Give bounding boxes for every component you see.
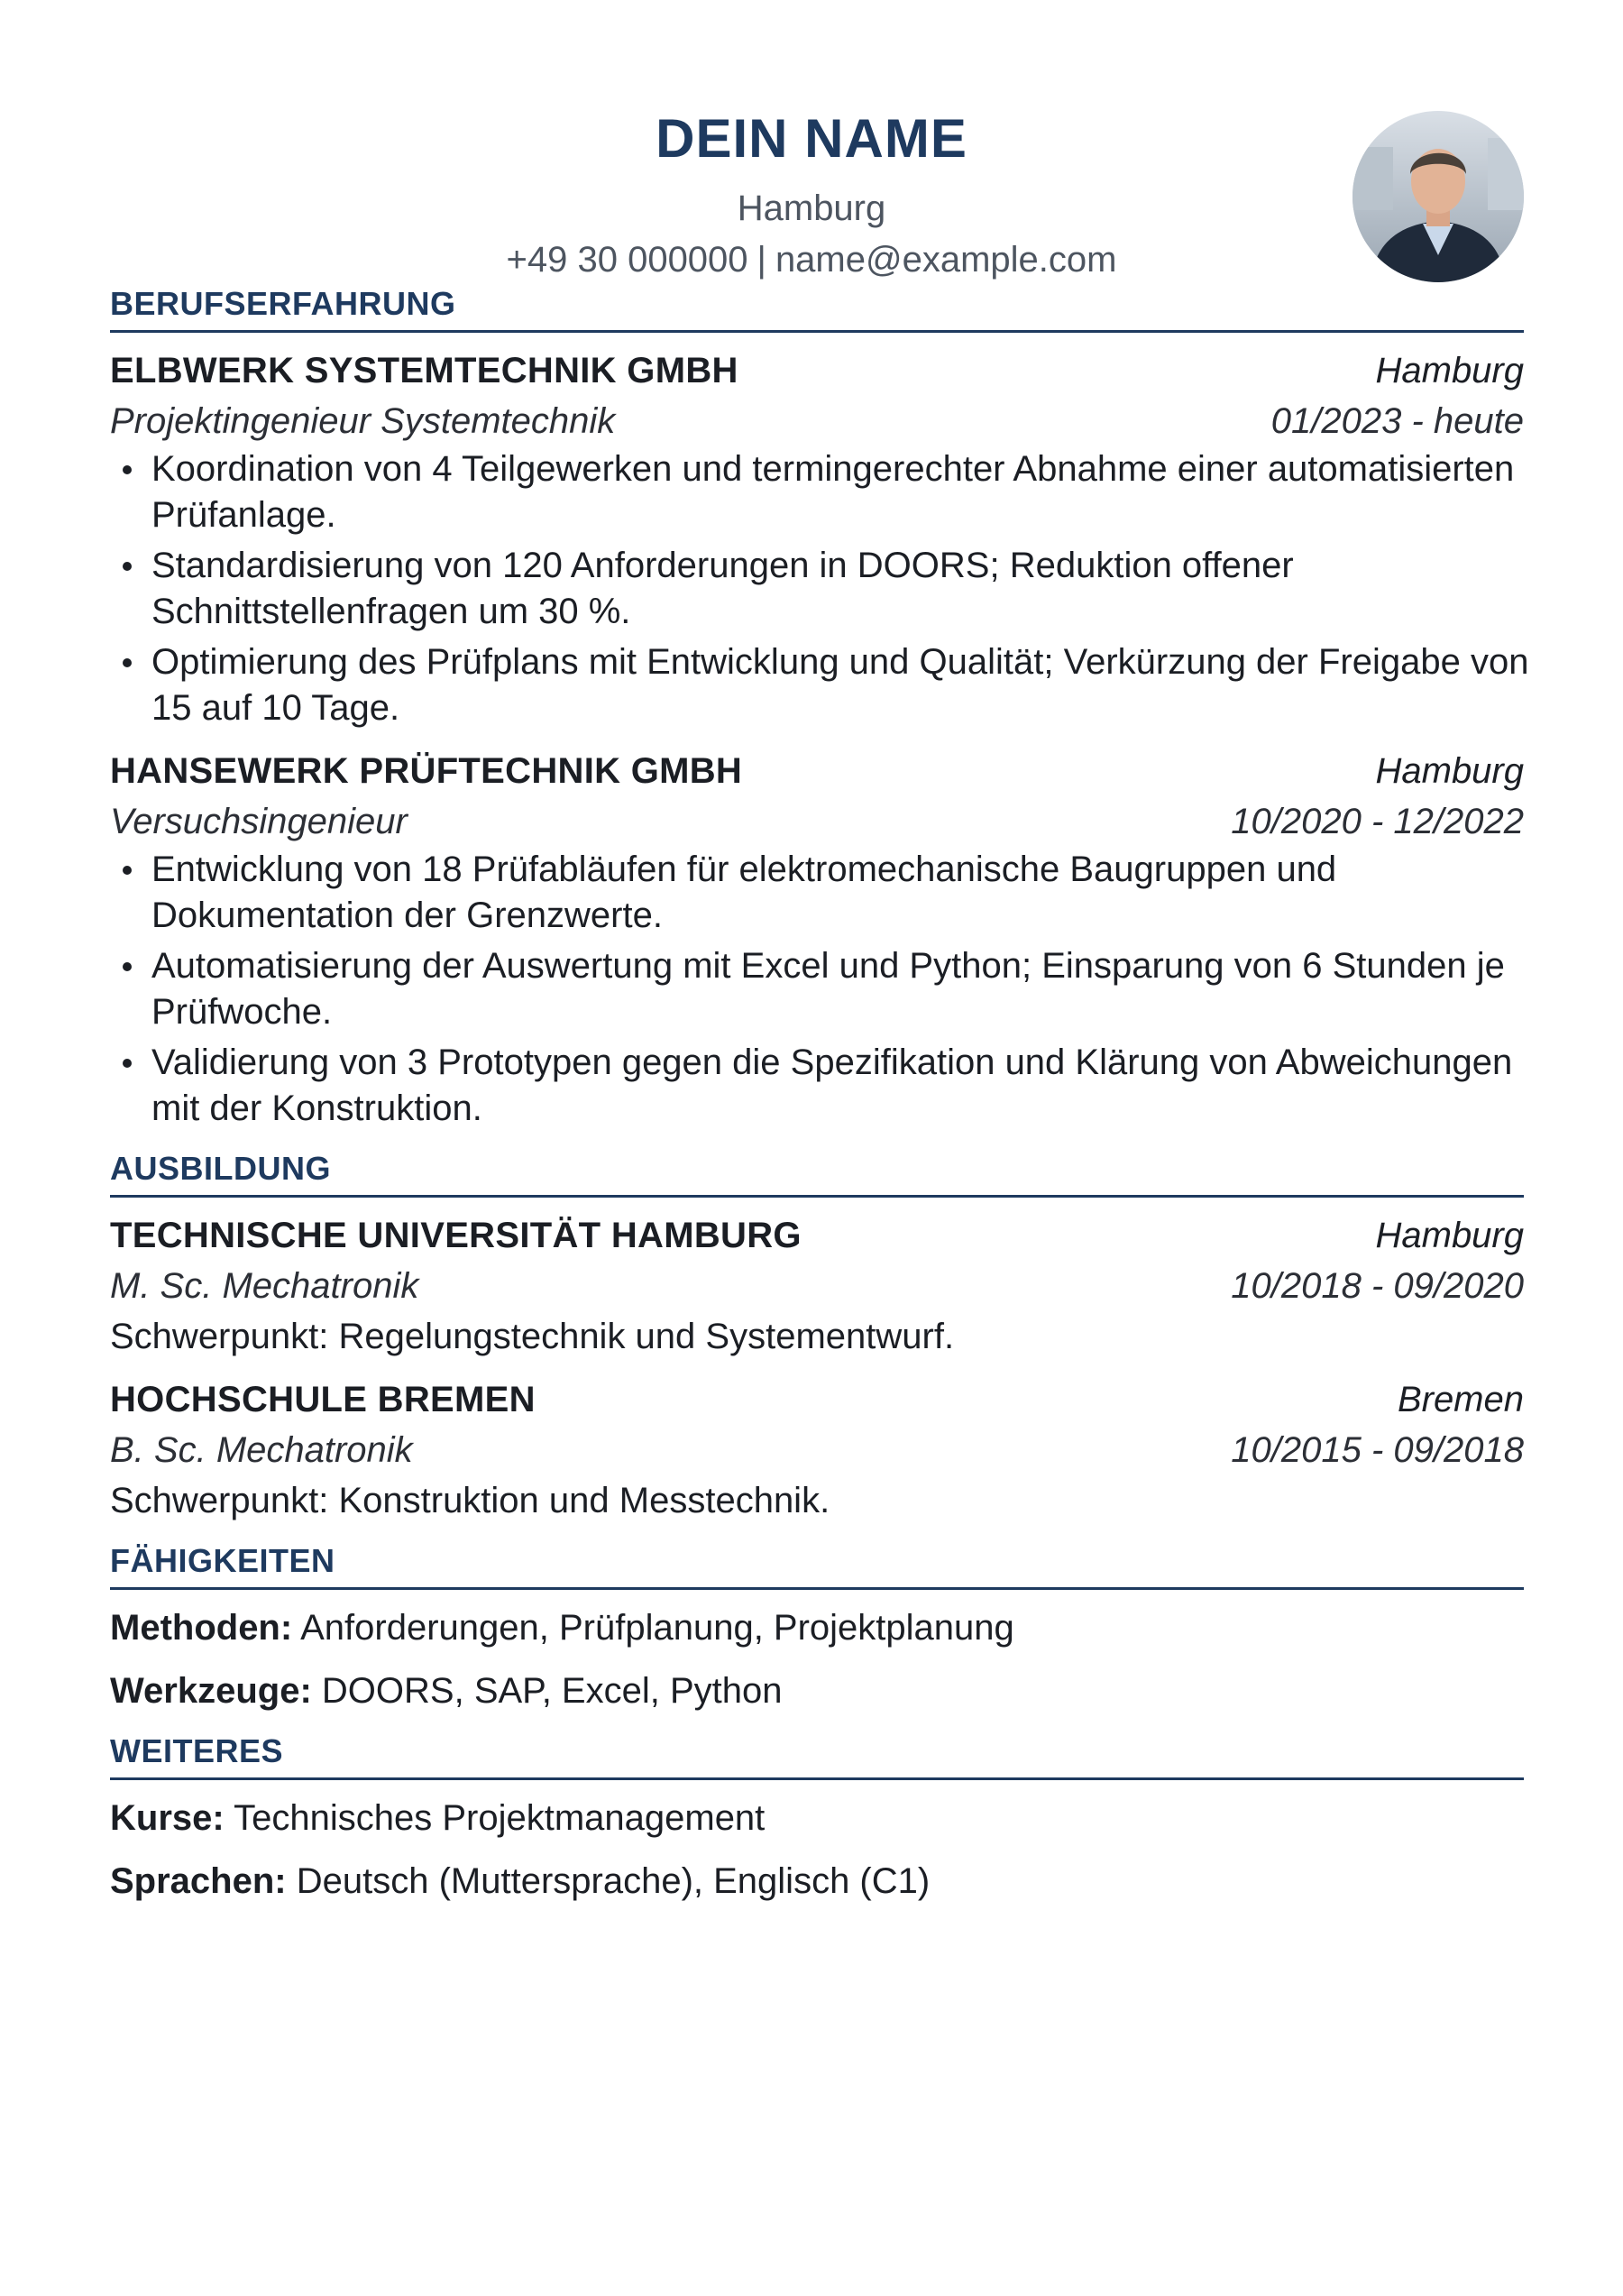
school-location: Hamburg [1375, 1216, 1524, 1255]
company-name: HANSEWERK PRÜFTECHNIK GMBH [110, 751, 743, 791]
bullet-item [110, 639, 1558, 731]
job-location: Hamburg [1375, 351, 1524, 390]
job-bullets [110, 847, 1524, 1132]
contact-separator: | [756, 240, 766, 280]
section-title-experience: BERUFSERFAHRUNG [110, 285, 456, 322]
bullet-dot-icon [123, 962, 132, 971]
bullet-dot-icon [123, 562, 132, 571]
bullet-item [110, 543, 1558, 635]
portrait-image [1352, 111, 1524, 282]
job-bullets [110, 446, 1529, 731]
bullet-item [110, 847, 1558, 939]
bullet-dot-icon [123, 866, 132, 875]
section-experience [110, 281, 1529, 1132]
section-divider [110, 330, 1524, 333]
profile-photo [1352, 111, 1524, 282]
education-detail: Schwerpunkt: Regelungstechnik und Systementwurf. [110, 1317, 955, 1356]
info-label: Kurse: [110, 1798, 225, 1838]
skill-line [110, 1603, 1524, 1653]
bullet-text: Koordination von 4 Teilgewerken und termingerechter Abnahme einer automatisierten Prüfanlage. [151, 449, 1515, 535]
section-education [110, 1146, 1524, 1526]
section-divider [110, 1777, 1524, 1780]
school-location: Bremen [1397, 1380, 1524, 1419]
section-title-more: WEITERES [110, 1732, 284, 1769]
phone-number: +49 30 000000 [506, 240, 748, 280]
job-title: Projektingenieur Systemtechnik [110, 401, 616, 441]
degree: B. Sc. Mechatronik [110, 1430, 413, 1470]
skill-value: DOORS, SAP, Excel, Python [321, 1671, 783, 1711]
skill-line [110, 1666, 1524, 1716]
info-label: Sprachen: [110, 1861, 287, 1901]
bullet-text: Entwicklung von 18 Prüfabläufen für elektromechanische Baugruppen und Dokumentation der Grenzwerte. [151, 850, 1337, 935]
bullet-item [110, 943, 1558, 1035]
bullet-dot-icon [123, 465, 132, 474]
school-name: HOCHSCHULE BREMEN [110, 1380, 536, 1419]
info-value: Technisches Projektmanagement [234, 1798, 766, 1838]
bullet-dot-icon [123, 658, 132, 667]
bullet-text: Automatisierung der Auswertung mit Excel und Python; Einsparung von 6 Stunden je Prüfwoche. [151, 946, 1505, 1032]
job-title: Versuchsingenieur [110, 802, 408, 841]
section-divider [110, 1587, 1524, 1590]
candidate-location: Hamburg [737, 188, 886, 228]
education-detail: Schwerpunkt: Konstruktion und Messtechnik. [110, 1481, 830, 1520]
bullet-text: Validierung von 3 Prototypen gegen die Spezifikation und Klärung von Abweichungen mit der Konstruktion. [151, 1042, 1513, 1128]
education-entry [110, 1210, 1524, 1362]
education-dates: 10/2015 - 09/2018 [1231, 1430, 1524, 1470]
bullet-dot-icon [123, 1059, 132, 1068]
skill-label: Methoden: [110, 1608, 293, 1648]
skill-value: Anforderungen, Prüfplanung, Projektplanung [300, 1608, 1014, 1648]
education-entry [110, 1374, 1524, 1526]
job-entry [110, 345, 1529, 731]
bullet-item [110, 1040, 1558, 1132]
section-divider [110, 1195, 1524, 1198]
section-skills [110, 1538, 1524, 1716]
section-title-education: AUSBILDUNG [110, 1150, 331, 1187]
email-address: name@example.com [775, 240, 1117, 280]
education-dates: 10/2018 - 09/2020 [1231, 1266, 1524, 1306]
job-dates: 01/2023 - heute [1270, 401, 1524, 441]
school-name: TECHNISCHE UNIVERSITÄT HAMBURG [110, 1216, 802, 1255]
info-line [110, 1793, 1524, 1843]
candidate-name: DEIN NAME [656, 108, 967, 169]
info-line [110, 1856, 1524, 1906]
company-name: ELBWERK SYSTEMTECHNIK GMBH [110, 351, 738, 390]
bullet-text: Optimierung des Prüfplans mit Entwicklung und Qualität; Verkürzung der Freigabe von 15 auf 10 Tage. [151, 642, 1529, 728]
skill-label: Werkzeuge: [110, 1671, 312, 1711]
info-value: Deutsch (Muttersprache), Englisch (C1) [296, 1861, 931, 1901]
section-more [110, 1729, 1524, 1906]
bullet-text: Standardisierung von 120 Anforderungen in DOORS; Reduktion offener Schnittstellenfragen um 30 %. [151, 546, 1294, 631]
job-entry [110, 746, 1524, 1132]
degree: M. Sc. Mechatronik [110, 1266, 419, 1306]
job-location: Hamburg [1375, 751, 1524, 791]
resume-content [110, 281, 1529, 1919]
bullet-item [110, 446, 1558, 538]
section-title-skills: FÄHIGKEITEN [110, 1542, 335, 1579]
job-dates: 10/2020 - 12/2022 [1231, 802, 1524, 841]
